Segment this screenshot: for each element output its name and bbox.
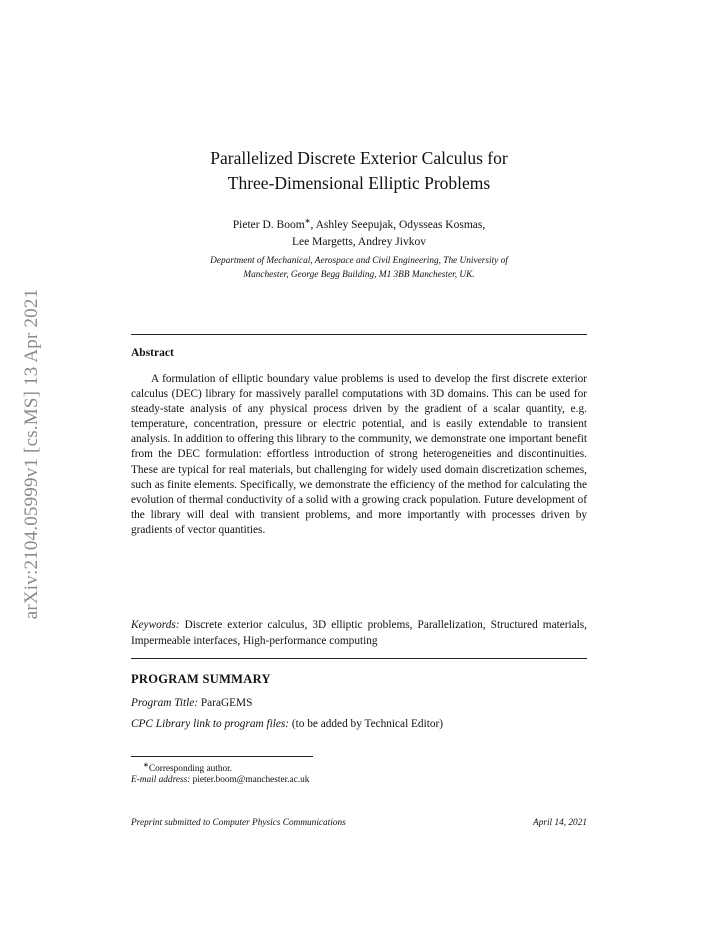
title-line-2: Three-Dimensional Elliptic Problems <box>227 173 491 193</box>
footnote-rule <box>131 756 313 757</box>
footnote-mark: ∗ <box>143 761 149 769</box>
program-title-label: Program Title: <box>131 697 199 709</box>
footer-journal: Preprint submitted to Computer Physics Communications <box>131 818 346 828</box>
program-summary-heading: PROGRAM SUMMARY <box>131 672 271 686</box>
keywords-text: Discrete exterior calculus, 3D elliptic problems, Parallelization, Structured materials, Impermeable interfaces, High-performance computing <box>131 619 588 647</box>
author-first: Pieter D. Boom <box>232 218 305 231</box>
top-rule <box>131 334 587 335</box>
footnote-email <box>131 775 587 785</box>
email-address[interactable]: pieter.boom@manchester.ac.uk <box>192 775 310 785</box>
affiliation <box>131 255 587 282</box>
keywords-label: Keywords: <box>131 619 180 631</box>
corresponding-mark: ∗ <box>304 217 311 225</box>
footer-date: April 14, 2021 <box>533 818 587 828</box>
page-footer <box>131 818 587 828</box>
keywords <box>131 617 587 649</box>
program-link-label: CPC Library link to program files: <box>131 718 290 730</box>
email-label: E-mail address: <box>131 775 191 785</box>
footnote-corresponding-text: Corresponding author. <box>148 764 233 775</box>
program-title-value: ParaGEMS <box>200 697 253 709</box>
abstract-text: A formulation of elliptic boundary value problems is used to develop the first discrete exterior calculus (DEC) library for massively parallel computations with 3D domains. This can be used for steady-state analysis of any physical process driven by the gradient of a scalar quantity, e.g. temperature, concentration, pressure or electric potential, and is easily extendable to transient analysis. In addition to offering this library to the community, we demonstrate one important benefit from the DEC formulation: effortless introduction of strong heterogeneities and discontinuities. These are typical for real materials, but challenging for widely used domain discretization schemes, such as finite elements. Specifically, we demonstrate the efficiency of the method for calculating the evolution of thermal conductivity of a solid with a growing crack population. Future development of the library will deal with transient problems, and more importantly with processes driven by gradients of vector quantities. <box>131 373 587 536</box>
author-rest: , Ashley Seepujak, Odysseas Kosmas, <box>310 218 486 231</box>
abstract-heading: Abstract <box>131 347 174 359</box>
paper-title <box>131 146 587 196</box>
arxiv-identifier: arXiv:2104.05999v1 [cs.MS] 13 Apr 2021 <box>21 288 42 620</box>
program-title <box>131 697 587 709</box>
program-link-value: (to be added by Technical Editor) <box>291 718 444 730</box>
keywords-rule <box>131 658 587 659</box>
affiliation-line-1: Department of Mechanical, Aerospace and Civil Engineering, The University of <box>210 256 508 266</box>
author-line-2: Lee Margetts, Andrey Jivkov <box>292 235 426 248</box>
footnote-corresponding <box>131 761 599 774</box>
program-link <box>131 718 587 730</box>
title-line-1: Parallelized Discrete Exterior Calculus for <box>210 148 508 168</box>
author-list <box>131 213 587 251</box>
author-line-1 <box>131 213 587 234</box>
affiliation-line-2: Manchester, George Begg Building, M1 3BB Manchester, UK. <box>243 269 475 280</box>
